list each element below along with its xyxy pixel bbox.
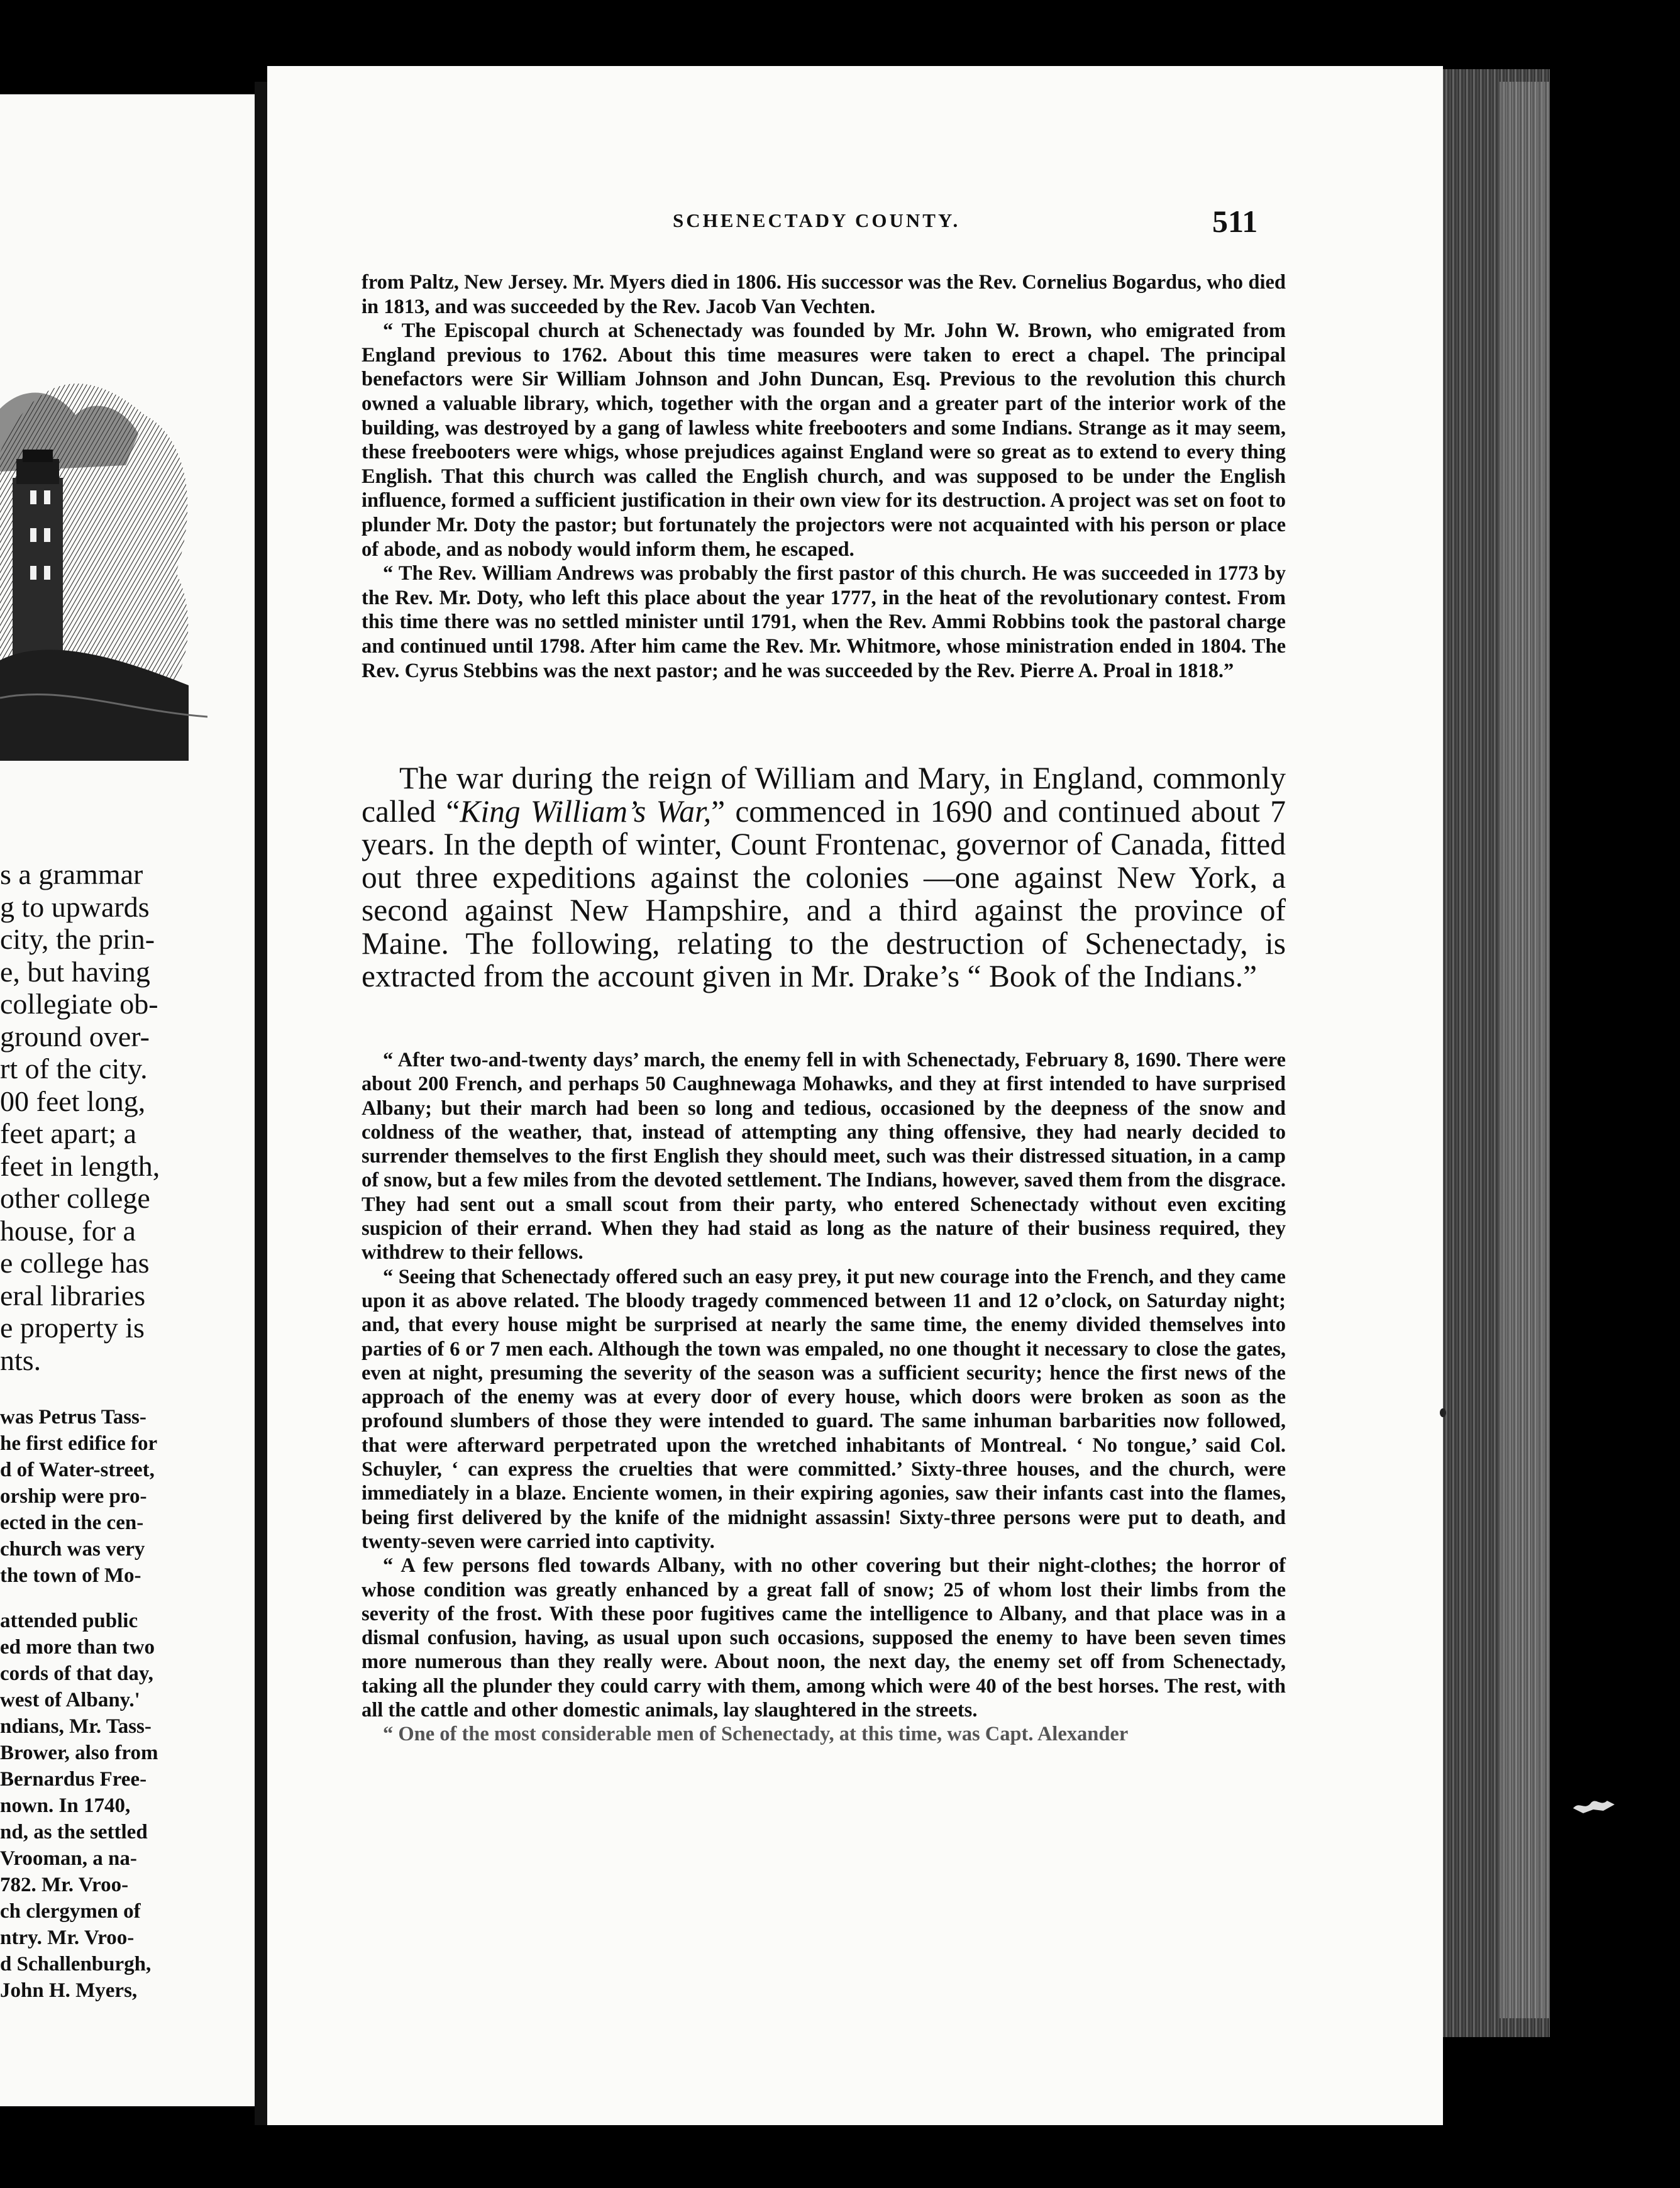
- left-page: [0, 94, 267, 2106]
- text-line: ected in the cen-: [0, 1511, 144, 1534]
- text-line: nts.: [0, 1344, 41, 1376]
- text-line: was Petrus Tass-: [0, 1406, 146, 1428]
- text-line: John H. Myers,: [0, 1979, 138, 2002]
- text-line: other college: [0, 1182, 150, 1214]
- text-line: Brower, also from: [0, 1742, 158, 1764]
- left-page-large-lines: [0, 858, 258, 1376]
- quote-paragraph: “ After two-and-twenty days’ march, the enemy fell in with Schenectady, February 8, 1690. There were about 200 French, and perhaps 50 Caughnewaga Mohawks, and they at first intended to have surprised Albany; but their march had been so long and tedious, occasioned by the deepness of the snow and coldness of the weather, that, instead of attempting any thing offensive, they had nearly decided to surrender themselves to the first English they should meet, such was their distressed situation, in a camp of snow, but a few miles from the devoted settlement. The Indians, however, saved them from the disgrace. They had sent out a small scout from their party, who entered Schenectady without even exciting suspicion of their errand. When they had staid as long as the nature of their business required, they withdrew to their fellows.: [362, 1049, 1286, 1264]
- text-line: ground over-: [0, 1020, 150, 1053]
- intro-text-after: ” commenced in 1690 and continued about 7 years. In the depth of winter, Count Frontenac, governor of Canada, fitted out three expeditions against the colonies —one against New York, a second against New Hampshire, and a third against the province of Maine. The following, relating to the destruction of Schenectady, is extracted from the account given in Mr. Drake’s “ Book of the Indians.”: [362, 793, 1286, 993]
- quote-paragraph: “ One of the most considerable men of Schenectady, at this time, was Capt. Alexander: [383, 1723, 1129, 1746]
- book-gutter: [255, 82, 267, 2125]
- text-line: e college has: [0, 1247, 150, 1279]
- left-page-small-lines: [0, 1404, 258, 2004]
- text-line: eral libraries: [0, 1279, 146, 1312]
- text-line: Vrooman, a na-: [0, 1847, 137, 1870]
- text-line: ed more than two: [0, 1636, 155, 1659]
- page-edges-highlight: [1500, 82, 1550, 2018]
- text-line: rt of the city.: [0, 1053, 148, 1085]
- text-line: nd, as the settled: [0, 1821, 148, 1843]
- text-line: city, the prin-: [0, 923, 155, 955]
- text-line: house, for a: [0, 1214, 136, 1247]
- quote-paragraph: “ A few persons fled towards Albany, with no other covering but their night-clothes; the horror of whose condition was greatly enhanced by a great fall of snow; 25 of whom lost their limbs from the severity of the frost. With these poor fugitives came the intelligence to Albany, and that place was in a dismal confusion, having, as usual upon such occasions, supposed the enemy to have been seven times more numerous than they really were. About noon, the next day, the enemy set off from Schenectady, taking all the plunder they could carry with them, among which were 40 of the best horses. The rest, with all the cattle and other domestic animals, lay slaughtered in the streets.: [362, 1554, 1286, 1722]
- text-line: g to upwards: [0, 890, 150, 923]
- text-line: west of Albany.': [0, 1689, 140, 1711]
- text-line: e, but having: [0, 955, 150, 988]
- text-line: 00 feet long,: [0, 1085, 146, 1117]
- quote-block-church-history: [362, 270, 1286, 683]
- text-line: e property is: [0, 1312, 145, 1344]
- intro-text-italic: King William’s War,: [460, 793, 712, 829]
- text-line: nown. In 1740,: [0, 1794, 131, 1817]
- ink-dot: [1440, 1408, 1446, 1417]
- scan-artifact: [1572, 1792, 1616, 1817]
- text-line: attended public: [0, 1610, 138, 1632]
- text-line: feet in length,: [0, 1149, 160, 1182]
- intro-paragraph: [362, 762, 1286, 993]
- text-line: d Schallenburgh,: [0, 1953, 152, 1975]
- page-number: 511: [1212, 204, 1258, 239]
- text-line: 782. Mr. Vroo-: [0, 1874, 129, 1896]
- text-line: orship were pro-: [0, 1485, 147, 1508]
- text-line: he first edifice for: [0, 1432, 158, 1455]
- text-line: ndians, Mr. Tass-: [0, 1715, 152, 1738]
- text-line: ntry. Mr. Vroo-: [0, 1926, 135, 1949]
- running-header: SCHENECTADY COUNTY.: [673, 209, 961, 231]
- text-line: Bernardus Free-: [0, 1768, 147, 1791]
- church-engraving-image: [0, 308, 207, 761]
- intro-text-before: The war during the reign of William and Mary, in England, commonly called “: [362, 761, 1286, 829]
- left-page-text-fragments: [0, 858, 258, 2004]
- text-line: the town of Mo-: [0, 1564, 141, 1587]
- text-line: s a grammar: [0, 858, 143, 890]
- text-line: cords of that day,: [0, 1662, 153, 1685]
- text-line: church was very: [0, 1538, 145, 1561]
- text-line: ch clergymen of: [0, 1900, 141, 1923]
- quote-paragraph: from Paltz, New Jersey. Mr. Myers died in 1806. His successor was the Rev. Cornelius Bogardus, who died in 1813, and was succeeded by the Rev. Jacob Van Vechten.: [362, 271, 1286, 318]
- text-line: collegiate ob-: [0, 988, 158, 1020]
- intro-text: [362, 762, 1286, 993]
- text-line: d of Water-street,: [0, 1459, 155, 1481]
- quote-block-schenectady-massacre: [362, 1048, 1286, 1747]
- quote-paragraph: “ The Rev. William Andrews was probably the first pastor of this church. He was succeeded in 1773 by the Rev. Mr. Doty, who left this place about the year 1777, in the heat of the revolutionary contest. From this time there was no settled minister until 1791, when the Rev. Ammi Robbins took the pastoral charge and continued until 1798. After him came the Rev. Mr. Whitmore, whose ministration ended in 1804. The Rev. Cyrus Stebbins was the next pastor; and he was succeeded by the Rev. Pierre A. Proal in 1818.”: [362, 562, 1286, 682]
- quote-paragraph: “ The Episcopal church at Schenectady was founded by Mr. John W. Brown, who emigrated from England previous to 1762. About this time measures were taken to erect a chapel. The principal benefactors were Sir William Johnson and John Duncan, Esq. Previous to the revolution this church owned a valuable library, which, together with the organ and a greater part of the interior work of the building, was destroyed by a gang of lawless white freebooters and some Indians. Strange as it may seem, these freebooters were whigs, whose prejudices against England were so great as to extend to every thing English. That this church was called the English church, and was supposed to be under the English influence, formed a sufficient justification in their own view for its destruction. A project was set on foot to plunder Mr. Doty the pastor; but fortunately the projectors were not acquainted with his person or place of abode, and as nobody would inform them, he escaped.: [362, 319, 1286, 561]
- text-line: feet apart; a: [0, 1117, 137, 1149]
- quote-paragraph: “ Seeing that Schenectady offered such an easy prey, it put new courage into the French, and they came upon it as above related. The bloody tragedy commenced between 11 and 12 o’clock, on Saturday night; and, that every house might be surprised at nearly the same time, the enemy divided themselves into parties of 6 or 7 men each. Although the town was empaled, no one thought it necessary to close the gates, even at night, presuming the severity of the season was a sufficient security; hence the first news of the approach of the enemy was at every door of every house, which doors were broken as soon as the profound slumbers of those they were intended to guard. The same inhuman barbarities now followed, that were afterward perpetrated upon the wretched inhabitants of Montreal. ‘ No tongue,’ said Col. Schuyler, ‘ can express the cruelties that were committed.’ Sixty-three houses, and the church, were immediately in a blaze. Enciente women, in their expiring agonies, saw their infants cast into the flames, being first delivered by the knife of the midnight assassin! Sixty-three persons were put to death, and twenty-seven were carried into captivity.: [362, 1265, 1286, 1553]
